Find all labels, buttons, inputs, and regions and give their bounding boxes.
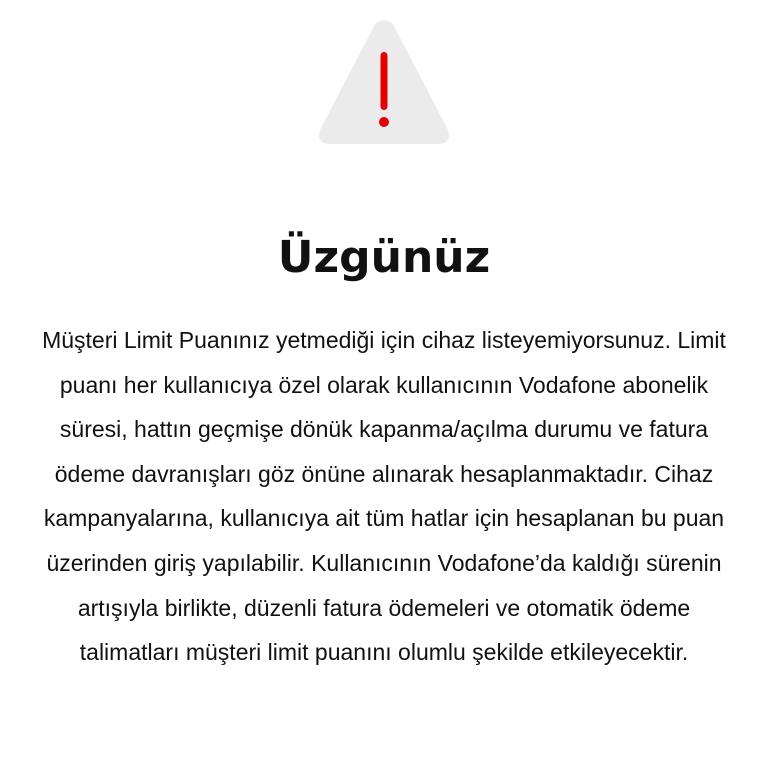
- exclamation-dot: [379, 117, 389, 127]
- warning-icon-container: [0, 12, 768, 148]
- alert-title: Üzgünüz: [277, 232, 491, 283]
- warning-triangle-icon: [314, 12, 454, 148]
- alert-message: Müşteri Limit Puanınız yetmediği için cihaz listeyemiyorsunuz. Limit puanı her kullanıcıya özel olarak kullanıcının Vodafone abonelik süresi, hattın geçmişe dönük kapanma/açılma durumu ve fatura ödeme davranışları göz önüne alınarak hesaplanmaktadır. Cihaz kampanyalarına, kullanıcıya ait tüm hatlar için hesaplanan bu puan üzerinden giriş yapılabilir. Kullanıcının Vodafone’da kaldığı sürenin artışıyla birlikte, düzenli fatura ödemeleri ve otomatik ödeme talimatları müşteri limit puanını olumlu şekilde etkileyecektir.: [42, 327, 726, 666]
- exclamation-bar: [381, 52, 388, 110]
